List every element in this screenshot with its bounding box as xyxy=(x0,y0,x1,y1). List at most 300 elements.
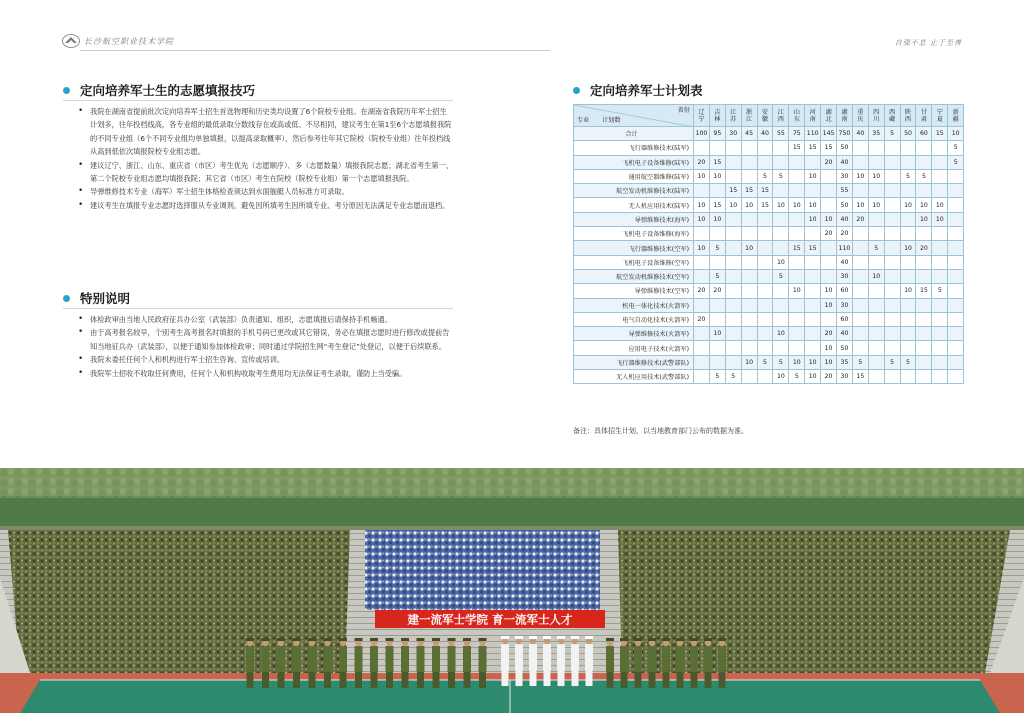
quota-cell: 30 xyxy=(837,269,853,283)
quota-cell: 10 xyxy=(773,255,789,269)
quota-cell xyxy=(884,169,900,183)
quota-cell xyxy=(821,241,837,255)
quota-cell xyxy=(916,298,932,312)
quota-cell: 20 xyxy=(821,227,837,241)
quota-cell xyxy=(757,227,773,241)
quota-cell xyxy=(932,269,948,283)
quota-cell xyxy=(773,312,789,326)
quota-cell: 15 xyxy=(805,141,821,155)
quota-cell xyxy=(868,155,884,169)
corner-major-label: 专业 xyxy=(577,117,590,124)
quota-cell xyxy=(948,227,964,241)
quota-cell xyxy=(757,341,773,355)
province-label: 山东 xyxy=(793,108,800,123)
quota-cell: 10 xyxy=(741,198,757,212)
quota-cell: 30 xyxy=(837,370,853,384)
major-name-cell: 飞机电子设备维修(空军) xyxy=(574,255,694,269)
quota-cell: 30 xyxy=(837,169,853,183)
major-name-cell: 电气自动化技术(火箭军) xyxy=(574,312,694,326)
major-name-cell: 无人机应用技术(陆军) xyxy=(574,198,694,212)
quota-cell xyxy=(932,169,948,183)
quota-cell: 10 xyxy=(725,198,741,212)
quota-cell xyxy=(884,269,900,283)
parade-photo xyxy=(0,468,1024,713)
quota-cell xyxy=(900,141,916,155)
table-row xyxy=(574,355,964,369)
quota-cell: 10 xyxy=(900,241,916,255)
quota-cell xyxy=(916,141,932,155)
quota-cell: 750 xyxy=(837,127,853,141)
quota-cell: 45 xyxy=(741,127,757,141)
quota-cell xyxy=(741,370,757,384)
quota-cell xyxy=(821,184,837,198)
quota-cell: 10 xyxy=(916,198,932,212)
quota-cell: 5 xyxy=(868,241,884,255)
quota-cell xyxy=(948,355,964,369)
quota-cell xyxy=(900,212,916,226)
quota-cell xyxy=(932,298,948,312)
enrollment-plan-table xyxy=(573,104,964,384)
quota-cell: 50 xyxy=(900,127,916,141)
quota-cell xyxy=(868,370,884,384)
quota-cell: 15 xyxy=(916,284,932,298)
quota-cell xyxy=(932,184,948,198)
filling-tips-list xyxy=(78,105,453,212)
quota-cell xyxy=(773,298,789,312)
diagonal-line-icon xyxy=(574,105,694,127)
quota-cell: 30 xyxy=(837,298,853,312)
table-row xyxy=(574,370,964,384)
quota-cell: 10 xyxy=(900,284,916,298)
school-logo xyxy=(62,34,174,48)
quota-cell xyxy=(884,312,900,326)
header-divider xyxy=(80,50,550,51)
quota-cell xyxy=(948,241,964,255)
quota-cell: 10 xyxy=(789,198,805,212)
province-header xyxy=(773,105,789,127)
quota-cell: 20 xyxy=(694,312,710,326)
quota-cell xyxy=(868,341,884,355)
major-name-cell: 机电一体化技术(火箭军) xyxy=(574,298,694,312)
table-row xyxy=(574,327,964,341)
quota-cell xyxy=(757,241,773,255)
province-header xyxy=(757,105,773,127)
quota-cell: 5 xyxy=(725,370,741,384)
table-row xyxy=(574,155,964,169)
section-title-filling-tips xyxy=(63,81,255,99)
quota-cell: 20 xyxy=(852,212,868,226)
major-name-cell: 飞机电子设备维修(陆军) xyxy=(574,155,694,169)
province-header xyxy=(884,105,900,127)
quota-cell xyxy=(821,198,837,212)
quota-cell xyxy=(884,184,900,198)
table-row xyxy=(574,298,964,312)
quota-cell xyxy=(868,355,884,369)
quota-cell xyxy=(884,255,900,269)
quota-cell xyxy=(916,355,932,369)
quota-cell xyxy=(694,298,710,312)
section-title-text: 定向培养军士生的志愿填报技巧 xyxy=(80,83,256,98)
quota-cell xyxy=(789,298,805,312)
quota-cell xyxy=(916,327,932,341)
quota-cell xyxy=(852,298,868,312)
quota-cell: 15 xyxy=(821,141,837,155)
quota-cell: 5 xyxy=(900,169,916,183)
major-name-cell: 飞行器维修技术(武警部队) xyxy=(574,355,694,369)
quota-cell xyxy=(725,212,741,226)
quota-cell xyxy=(725,241,741,255)
province-label: 湖北 xyxy=(825,108,832,123)
quota-cell xyxy=(948,327,964,341)
quota-cell: 5 xyxy=(932,284,948,298)
quota-cell xyxy=(900,370,916,384)
quota-cell: 5 xyxy=(757,355,773,369)
section-title-special-notes xyxy=(63,289,130,307)
quota-cell: 145 xyxy=(821,127,837,141)
quota-cell: 10 xyxy=(821,341,837,355)
quota-cell xyxy=(868,312,884,326)
quota-cell xyxy=(852,155,868,169)
major-name-cell: 飞行器维修技术(空军) xyxy=(574,241,694,255)
quota-cell xyxy=(948,212,964,226)
table-row xyxy=(574,198,964,212)
quota-cell xyxy=(884,198,900,212)
quota-cell: 40 xyxy=(852,127,868,141)
province-header xyxy=(852,105,868,127)
quota-cell xyxy=(789,255,805,269)
province-header xyxy=(805,105,821,127)
province-label: 江苏 xyxy=(730,108,737,123)
quota-cell: 10 xyxy=(741,355,757,369)
quota-cell: 10 xyxy=(868,169,884,183)
province-header xyxy=(868,105,884,127)
corner-count-label: 计划数 xyxy=(602,117,621,124)
province-header xyxy=(948,105,964,127)
quota-cell xyxy=(868,184,884,198)
quota-cell xyxy=(821,169,837,183)
quota-cell: 5 xyxy=(709,370,725,384)
quota-cell xyxy=(694,341,710,355)
quota-cell xyxy=(789,212,805,226)
special-notes-list xyxy=(78,313,453,380)
quota-cell: 15 xyxy=(725,184,741,198)
quota-cell xyxy=(948,255,964,269)
major-name-cell: 通用航空器维修(陆军) xyxy=(574,169,694,183)
quota-cell xyxy=(773,184,789,198)
quota-cell xyxy=(805,155,821,169)
quota-cell xyxy=(741,269,757,283)
quota-cell xyxy=(757,155,773,169)
section-title-text: 定向培养军士计划表 xyxy=(590,83,703,98)
quota-cell: 15 xyxy=(709,155,725,169)
quota-cell: 5 xyxy=(900,355,916,369)
quota-cell: 10 xyxy=(821,284,837,298)
quota-cell: 10 xyxy=(789,355,805,369)
quota-cell xyxy=(852,141,868,155)
list-item: • 导弹维修技术专业（海军）军士招生体格检查须达到水面舰艇人员标准方可录取。 xyxy=(78,185,453,198)
quota-cell: 10 xyxy=(773,327,789,341)
banner-slogan: 建一流军士学院 育一流军士人才 xyxy=(407,612,573,627)
quota-cell: 40 xyxy=(837,327,853,341)
quota-cell xyxy=(694,327,710,341)
quota-cell xyxy=(884,284,900,298)
quota-cell xyxy=(773,212,789,226)
quota-cell xyxy=(805,184,821,198)
quota-cell xyxy=(916,312,932,326)
quota-cell xyxy=(694,227,710,241)
province-header xyxy=(725,105,741,127)
quota-cell xyxy=(948,269,964,283)
quota-cell xyxy=(916,184,932,198)
quota-cell: 20 xyxy=(916,241,932,255)
major-name-cell: 航空发动机维修技术(陆军) xyxy=(574,184,694,198)
quota-cell: 10 xyxy=(694,198,710,212)
quota-cell xyxy=(884,155,900,169)
province-label: 重庆 xyxy=(857,108,864,123)
quota-cell: 10 xyxy=(773,370,789,384)
quota-cell xyxy=(757,327,773,341)
quota-cell xyxy=(948,298,964,312)
quota-cell xyxy=(948,184,964,198)
quota-cell: 20 xyxy=(837,227,853,241)
quota-cell: 20 xyxy=(709,284,725,298)
province-label: 辽宁 xyxy=(698,108,705,123)
quota-cell xyxy=(900,184,916,198)
quota-cell: 5 xyxy=(757,169,773,183)
quota-cell xyxy=(789,227,805,241)
province-header xyxy=(821,105,837,127)
quota-cell xyxy=(789,327,805,341)
major-name-cell: 导弹维修技术(海军) xyxy=(574,212,694,226)
province-header xyxy=(932,105,948,127)
quota-cell xyxy=(773,341,789,355)
quota-cell xyxy=(773,155,789,169)
quota-cell: 5 xyxy=(773,355,789,369)
quota-cell xyxy=(852,327,868,341)
quota-cell xyxy=(884,327,900,341)
quota-cell xyxy=(916,227,932,241)
table-row xyxy=(574,184,964,198)
province-label: 新疆 xyxy=(952,108,959,123)
quota-cell: 15 xyxy=(757,184,773,198)
bullet-dot-icon xyxy=(63,295,70,302)
table-row xyxy=(574,141,964,155)
province-header xyxy=(694,105,710,127)
quota-cell: 60 xyxy=(837,284,853,298)
quota-cell xyxy=(741,312,757,326)
quota-cell xyxy=(852,269,868,283)
quota-cell xyxy=(948,341,964,355)
quota-cell xyxy=(868,212,884,226)
quota-cell xyxy=(741,327,757,341)
quota-cell: 10 xyxy=(821,298,837,312)
quota-cell xyxy=(773,241,789,255)
quota-cell xyxy=(789,269,805,283)
quota-cell: 5 xyxy=(852,355,868,369)
quota-cell xyxy=(821,269,837,283)
quota-cell: 95 xyxy=(709,127,725,141)
quota-cell xyxy=(852,227,868,241)
quota-cell xyxy=(932,341,948,355)
quota-cell xyxy=(884,298,900,312)
quota-cell xyxy=(868,255,884,269)
major-name-cell: 应用电子技术(火箭军) xyxy=(574,341,694,355)
quota-cell: 15 xyxy=(741,184,757,198)
quota-cell xyxy=(709,298,725,312)
quota-cell: 5 xyxy=(773,269,789,283)
quota-cell: 10 xyxy=(805,212,821,226)
quota-cell xyxy=(694,269,710,283)
quota-cell: 75 xyxy=(789,127,805,141)
province-label: 西藏 xyxy=(889,108,896,123)
province-label: 江西 xyxy=(777,108,784,123)
province-label: 吉林 xyxy=(714,108,721,123)
quota-cell xyxy=(725,227,741,241)
quota-cell: 10 xyxy=(932,198,948,212)
school-motto: 自强不息 止于至善 xyxy=(894,39,962,47)
quota-cell xyxy=(757,284,773,298)
quota-cell xyxy=(725,341,741,355)
quota-cell xyxy=(932,355,948,369)
quota-cell xyxy=(709,141,725,155)
table-row xyxy=(574,241,964,255)
quota-cell: 110 xyxy=(805,127,821,141)
quota-cell xyxy=(900,341,916,355)
table-row xyxy=(574,169,964,183)
quota-cell: 40 xyxy=(837,155,853,169)
quota-cell xyxy=(932,312,948,326)
quota-cell xyxy=(741,141,757,155)
quota-cell: 5 xyxy=(789,370,805,384)
quota-cell xyxy=(725,312,741,326)
province-header xyxy=(709,105,725,127)
major-name-cell: 航空发动机维修技术(空军) xyxy=(574,269,694,283)
quota-cell xyxy=(948,370,964,384)
quota-cell xyxy=(805,312,821,326)
bullet-dot-icon xyxy=(63,87,70,94)
quota-cell xyxy=(694,184,710,198)
quota-cell xyxy=(916,341,932,355)
table-corner-cell xyxy=(574,105,694,127)
quota-cell: 60 xyxy=(916,127,932,141)
quota-cell: 40 xyxy=(837,212,853,226)
list-item: • 由于高考报名较早，个别考生高考报名时填报的手机号码已更改或其它错误，务必在填报志愿时进行修改或提前告知当地征兵办（武装部），以便于通知参加体检政审；同时通过学院招生网“考生登记”处登记，以便于后续联系。 xyxy=(78,326,453,353)
quota-cell xyxy=(694,141,710,155)
quota-cell: 50 xyxy=(837,198,853,212)
quota-cell xyxy=(725,155,741,169)
quota-cell: 60 xyxy=(837,312,853,326)
quota-cell xyxy=(805,284,821,298)
quota-cell: 10 xyxy=(789,284,805,298)
quota-cell: 110 xyxy=(837,241,853,255)
quota-cell: 10 xyxy=(709,169,725,183)
table-row xyxy=(574,212,964,226)
quota-cell xyxy=(932,155,948,169)
quota-cell xyxy=(805,227,821,241)
quota-cell xyxy=(725,141,741,155)
quota-cell xyxy=(694,255,710,269)
quota-cell xyxy=(757,269,773,283)
quota-cell: 5 xyxy=(884,355,900,369)
quota-cell xyxy=(900,227,916,241)
quota-cell xyxy=(884,341,900,355)
quota-cell xyxy=(725,269,741,283)
quota-cell xyxy=(900,312,916,326)
section-title-text: 特别说明 xyxy=(80,291,131,306)
quota-cell xyxy=(900,155,916,169)
quota-cell: 15 xyxy=(852,370,868,384)
quota-cell: 10 xyxy=(805,198,821,212)
quota-cell: 5 xyxy=(948,141,964,155)
quota-cell xyxy=(884,212,900,226)
quota-cell xyxy=(709,312,725,326)
table-row xyxy=(574,312,964,326)
quota-cell xyxy=(868,227,884,241)
quota-cell: 100 xyxy=(694,127,710,141)
quota-cell xyxy=(948,312,964,326)
quota-cell xyxy=(852,255,868,269)
quota-cell: 5 xyxy=(709,269,725,283)
quota-cell: 10 xyxy=(773,198,789,212)
table-row xyxy=(574,227,964,241)
quota-cell xyxy=(789,312,805,326)
quota-cell xyxy=(884,241,900,255)
quota-cell: 15 xyxy=(805,241,821,255)
quota-cell: 5 xyxy=(709,241,725,255)
quota-cell xyxy=(757,141,773,155)
list-item: • 我院在湖南省提前批次定向培养军士招生首选物理和历史类均设置了6个院校专业组。在湖南省我院历年军士招生计划多，往年投档线高，各专业组的最低录取分数线存在或高或低、不尽相同，建议考生在第1至6个志愿填报我院的不同专业组（6个不同专业组均单独填报，以提高录取概率），然后参考往年其它院校（院校专业组）往年投档线从高到低依次填报院校专业组志愿。 xyxy=(78,105,453,159)
quota-cell: 20 xyxy=(821,155,837,169)
quota-cell xyxy=(709,355,725,369)
quota-cell xyxy=(757,255,773,269)
province-label: 浙江 xyxy=(746,108,753,123)
quota-cell: 30 xyxy=(725,127,741,141)
quota-cell xyxy=(932,327,948,341)
quota-cell xyxy=(694,370,710,384)
quota-cell: 10 xyxy=(694,169,710,183)
quota-cell xyxy=(852,341,868,355)
quota-cell xyxy=(773,141,789,155)
province-label: 四川 xyxy=(873,108,880,123)
quota-cell xyxy=(789,184,805,198)
quota-cell: 40 xyxy=(837,255,853,269)
quota-cell xyxy=(900,255,916,269)
quota-cell xyxy=(725,255,741,269)
quota-cell xyxy=(932,370,948,384)
major-name-cell: 无人机应用技术(武警部队) xyxy=(574,370,694,384)
school-name: 长沙航空职业技术学院 xyxy=(84,36,174,46)
quota-cell xyxy=(757,312,773,326)
quota-cell xyxy=(789,169,805,183)
quota-cell: 15 xyxy=(789,241,805,255)
quota-cell xyxy=(725,298,741,312)
quota-cell xyxy=(789,341,805,355)
quota-cell xyxy=(916,155,932,169)
quota-cell xyxy=(789,155,805,169)
province-header xyxy=(916,105,932,127)
quota-cell: 40 xyxy=(757,127,773,141)
quota-cell xyxy=(868,327,884,341)
table-footnote: 备注：具体招生计划，以当地教育部门公布的数据为准。 xyxy=(573,427,748,435)
quota-cell: 10 xyxy=(900,198,916,212)
quota-cell: 20 xyxy=(694,155,710,169)
quota-cell: 10 xyxy=(948,127,964,141)
quota-cell xyxy=(884,370,900,384)
quota-cell: 10 xyxy=(852,198,868,212)
quota-cell xyxy=(916,370,932,384)
quota-cell: 15 xyxy=(789,141,805,155)
quota-cell xyxy=(900,327,916,341)
